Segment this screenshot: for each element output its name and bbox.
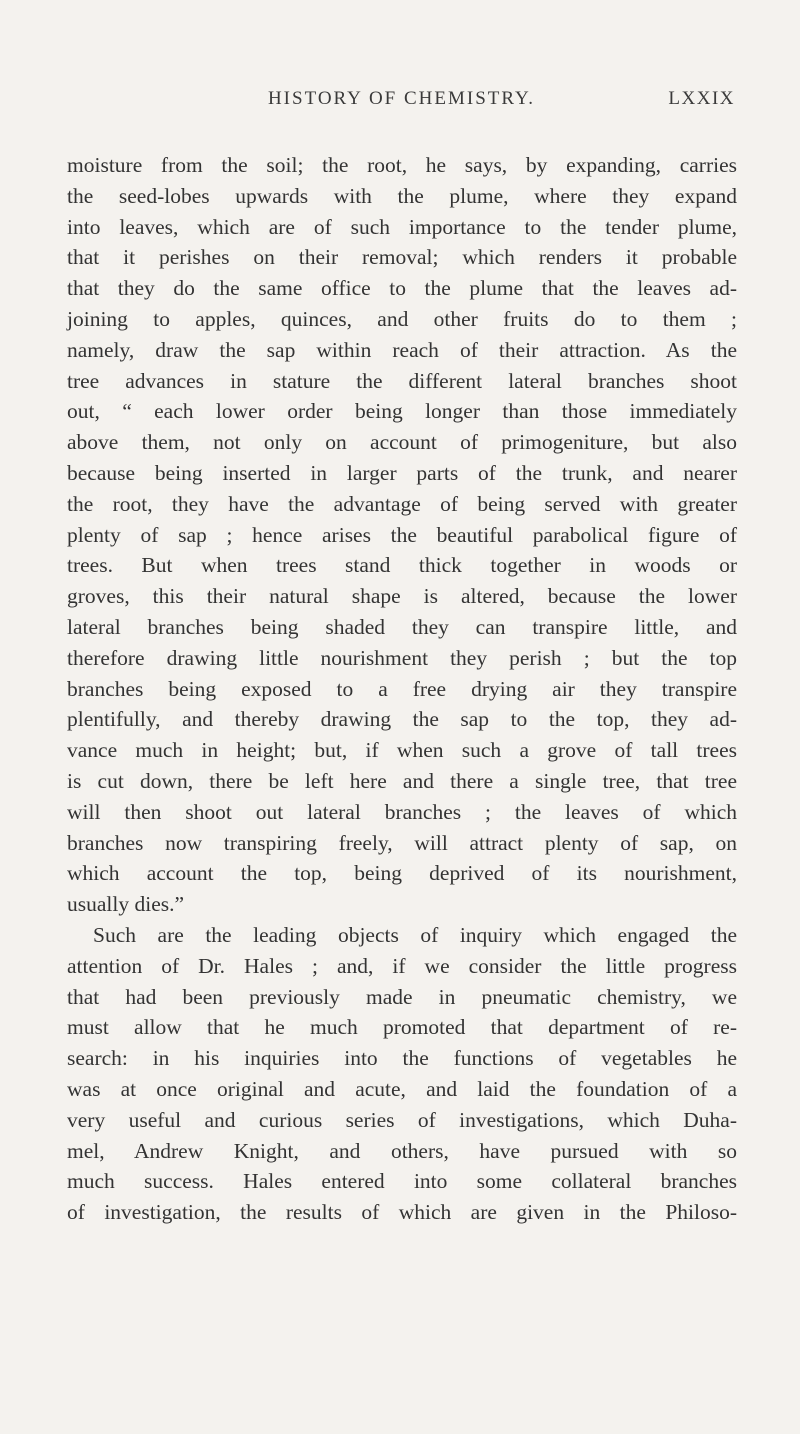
text-line: the root, they have the advantage of being served with greater bbox=[67, 491, 737, 516]
text-line: therefore drawing little nourishment they perish ; but the top bbox=[67, 645, 737, 670]
text-line: much success. Hales entered into some collateral branches bbox=[67, 1169, 737, 1194]
text-line: plentifully, and thereby drawing the sap to the top, they ad- bbox=[67, 707, 737, 732]
text-line: mel, Andrew Knight, and others, have pursued with so bbox=[67, 1138, 737, 1163]
text-line: branches now transpiring freely, will attract plenty of sap, on bbox=[67, 830, 737, 855]
text-line: out, “ each lower order being longer than those immediately bbox=[67, 399, 737, 424]
text-line: groves, this their natural shape is altered, because the lower bbox=[67, 584, 737, 609]
text-line: branches being exposed to a free drying air they transpire bbox=[67, 676, 737, 701]
text-line: that had been previously made in pneumatic chemistry, we bbox=[67, 984, 737, 1009]
text-line: the seed-lobes upwards with the plume, where they expand bbox=[67, 183, 737, 208]
text-line: of investigation, the results of which are given in the Philoso- bbox=[67, 1200, 737, 1225]
text-line: that it perishes on their removal; which renders it probable bbox=[67, 245, 737, 270]
text-line: very useful and curious series of investigations, which Duha- bbox=[67, 1107, 737, 1132]
text-line: joining to apples, quinces, and other fruits do to them ; bbox=[67, 306, 737, 331]
text-line: will then shoot out lateral branches ; the leaves of which bbox=[67, 799, 737, 824]
text-line: which account the top, being deprived of its nourishment, bbox=[67, 861, 737, 886]
body-text bbox=[67, 150, 737, 1228]
text-line: trees. But when trees stand thick together in woods or bbox=[67, 553, 737, 578]
text-line: above them, not only on account of primogeniture, but also bbox=[67, 430, 737, 455]
text-line: attention of Dr. Hales ; and, if we consider the little progress bbox=[67, 953, 737, 978]
text-line: that they do the same office to the plume that the leaves ad- bbox=[67, 276, 737, 301]
text-line: moisture from the soil; the root, he says, by expanding, carries bbox=[67, 153, 737, 177]
running-head bbox=[68, 88, 735, 118]
page-number: LXXIX bbox=[668, 88, 735, 109]
text-line: search: in his inquiries into the functions of vegetables he bbox=[67, 1046, 737, 1071]
text-line: tree advances in stature the different lateral branches shoot bbox=[67, 368, 737, 393]
text-line: lateral branches being shaded they can transpire little, and bbox=[67, 614, 737, 639]
running-title: HISTORY OF CHEMISTRY. bbox=[267, 88, 536, 109]
text-line: into leaves, which are of such importance to the tender plume, bbox=[67, 214, 737, 239]
text-line: vance much in height; but, if when such a grove of tall trees bbox=[67, 738, 737, 763]
text-line: must allow that he much promoted that department of re- bbox=[67, 1015, 737, 1040]
text-line: is cut down, there be left here and there a single tree, that tree bbox=[67, 768, 737, 793]
text-line: because being inserted in larger parts of the trunk, and nearer bbox=[67, 460, 737, 485]
text-line: Such are the leading objects of inquiry which engaged the bbox=[93, 922, 737, 947]
text-line: usually dies.” bbox=[67, 892, 185, 917]
text-line: plenty of sap ; hence arises the beautiful parabolical figure of bbox=[67, 522, 737, 547]
text-line: namely, draw the sap within reach of their attraction. As the bbox=[67, 337, 737, 362]
text-line: was at once original and acute, and laid the foundation of a bbox=[67, 1076, 737, 1101]
